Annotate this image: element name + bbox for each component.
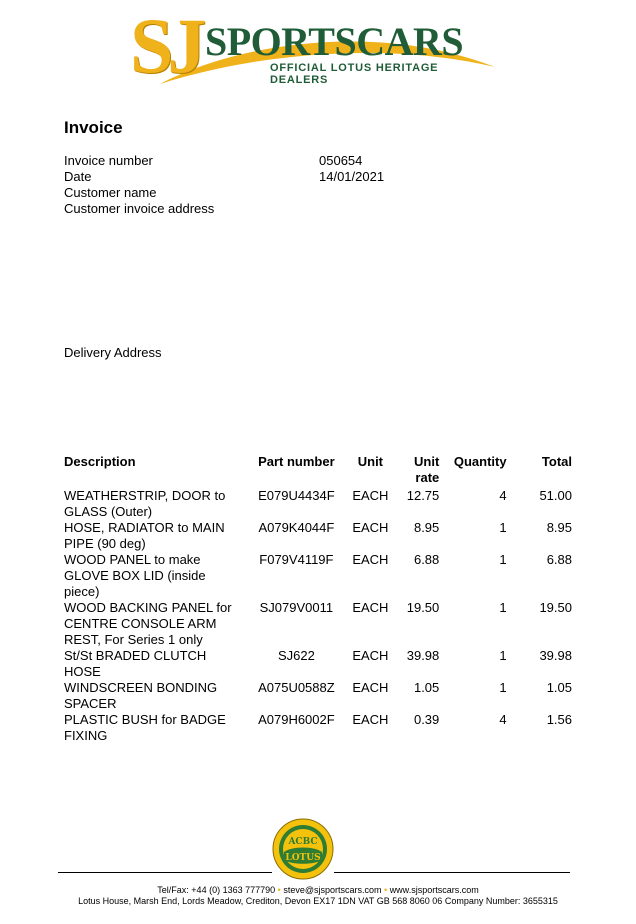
lotus-badge-icon (272, 818, 334, 880)
header-description: Description (64, 454, 136, 469)
table-row (60, 680, 576, 712)
description-line: WOOD PANEL to make (64, 552, 201, 567)
footer-website[interactable]: www.sjsportscars.com (389, 885, 479, 895)
row-unit: EACH (352, 680, 389, 695)
row-description (60, 488, 248, 520)
description-line: WEATHERSTRIP, DOOR to (64, 488, 226, 503)
footer-separator: • (277, 885, 281, 895)
row-unit-rate: 39.98 (406, 648, 440, 663)
footer-address-line: Lotus House, Marsh End, Lords Meadow, Crediton, Devon EX17 1DN VAT GB 568 8060 06 Company Number: 3655315 (78, 896, 558, 906)
description-line: St/St BRADED CLUTCH (64, 648, 207, 663)
row-part-number: E079U4434F (258, 488, 335, 503)
row-unit-rate: 6.88 (413, 552, 440, 567)
date-value: 14/01/2021 (319, 169, 385, 184)
row-total: 8.95 (546, 520, 572, 535)
header-part-number: Part number (258, 454, 335, 469)
table-row (60, 648, 576, 680)
footer-divider-left (58, 872, 272, 873)
description-line: CENTRE CONSOLE ARM (64, 616, 217, 631)
row-part-number: A079K4044F (258, 520, 335, 535)
header-total: Total (541, 454, 572, 469)
footer-separator: • (384, 885, 388, 895)
description-line: GLOVE BOX LID (inside (64, 568, 206, 583)
row-description (60, 520, 248, 552)
footer-phone: Tel/Fax: +44 (0) 1363 777790 (157, 885, 276, 895)
description-line: PLASTIC BUSH for BADGE (64, 712, 226, 727)
row-description (60, 712, 248, 744)
description-line: FIXING (64, 728, 108, 743)
description-line: PIPE (90 deg) (64, 536, 146, 551)
row-quantity: 4 (499, 488, 507, 503)
row-unit-rate: 8.95 (413, 520, 440, 535)
row-unit-rate: 12.75 (406, 488, 440, 503)
table-header-row (60, 454, 576, 488)
header-quantity: Quantity (453, 454, 507, 469)
header-unit-rate-line2: rate (415, 470, 440, 485)
company-logo (130, 4, 500, 90)
row-description (60, 600, 248, 648)
logo-letters: SJ (130, 2, 201, 89)
row-quantity: 1 (499, 680, 507, 695)
logo-name: SPORTSCARS (205, 19, 464, 64)
row-total: 19.50 (539, 600, 572, 615)
row-total: 39.98 (539, 648, 572, 663)
footer-email[interactable]: steve@sjsportscars.com (283, 885, 382, 895)
row-unit: EACH (352, 648, 389, 663)
description-line: piece) (64, 584, 100, 599)
row-description (60, 552, 248, 600)
description-line: HOSE (64, 664, 101, 679)
row-part-number: A079H6002F (258, 712, 335, 727)
row-unit-rate: 0.39 (413, 712, 440, 727)
logo-tagline: OFFICIAL LOTUS HERITAGE DEALERS (270, 62, 439, 86)
row-quantity: 1 (499, 648, 507, 663)
items-table (60, 454, 576, 744)
footer-divider-right (334, 872, 570, 873)
row-description (60, 648, 248, 680)
badge-monogram: ACBC (288, 837, 318, 847)
row-quantity: 1 (499, 600, 507, 615)
invoice-title: Invoice (64, 118, 123, 137)
description-line: WOOD BACKING PANEL for (64, 600, 232, 615)
row-part-number: SJ622 (277, 648, 315, 663)
row-unit: EACH (352, 712, 389, 727)
invoice-number-label: Invoice number (64, 153, 153, 168)
row-quantity: 1 (499, 520, 507, 535)
row-total: 1.56 (546, 712, 572, 727)
description-line: REST, For Series 1 only (64, 632, 203, 647)
row-part-number: F079V4119F (259, 552, 334, 567)
table-row (60, 600, 576, 648)
description-line: WINDSCREEN BONDING (64, 680, 218, 695)
row-unit-rate: 19.50 (406, 600, 440, 615)
header-unit-rate-line1: Unit (414, 454, 440, 469)
header-unit: Unit (357, 454, 384, 469)
row-unit: EACH (352, 600, 389, 615)
row-quantity: 4 (499, 712, 507, 727)
row-quantity: 1 (499, 552, 507, 567)
customer-address-label: Customer invoice address (64, 201, 215, 216)
description-line: HOSE, RADIATOR to MAIN (64, 520, 225, 535)
row-unit: EACH (352, 520, 389, 535)
badge-text: LOTUS (285, 853, 321, 863)
description-line: GLASS (Outer) (64, 504, 153, 519)
footer-contact-line (0, 885, 636, 896)
description-line: SPACER (64, 696, 117, 711)
row-part-number: SJ079V0011 (259, 600, 334, 615)
table-row (60, 552, 576, 600)
row-description (60, 680, 248, 712)
row-unit: EACH (352, 488, 389, 503)
table-row (60, 520, 576, 552)
row-total: 6.88 (546, 552, 572, 567)
customer-name-label: Customer name (64, 185, 157, 200)
row-unit-rate: 1.05 (413, 680, 440, 695)
delivery-address-label: Delivery Address (64, 345, 162, 360)
row-part-number: A075U0588Z (258, 680, 335, 695)
date-label: Date (64, 169, 92, 184)
invoice-number-value: 050654 (319, 153, 363, 168)
header-unit-rate (396, 454, 443, 488)
table-row (60, 488, 576, 520)
table-row (60, 712, 576, 744)
row-total: 1.05 (546, 680, 572, 695)
row-total: 51.00 (539, 488, 572, 503)
row-unit: EACH (352, 552, 389, 567)
